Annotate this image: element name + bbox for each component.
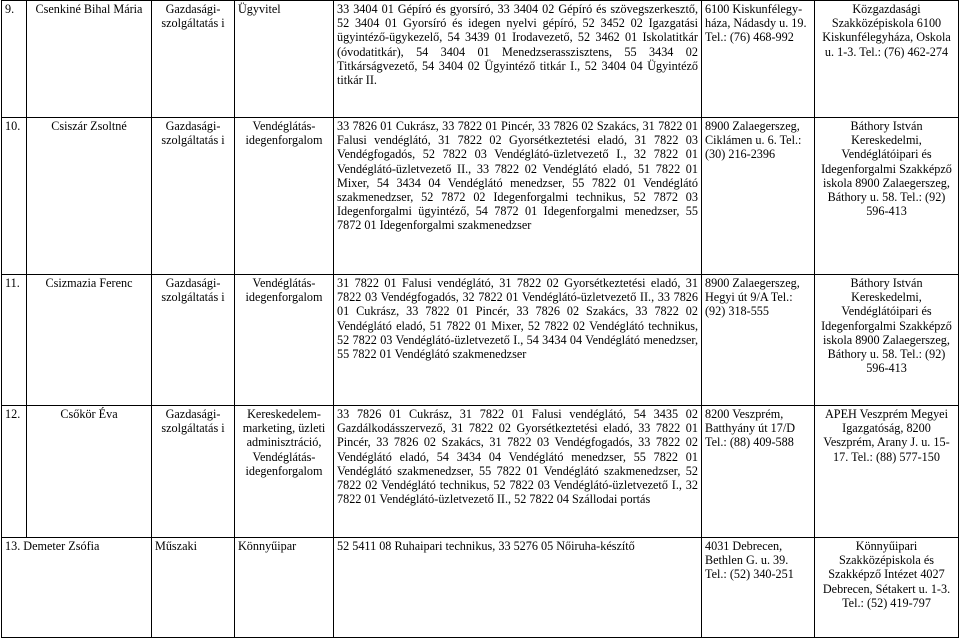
address: 8200 Veszprém, Batthyány út 17/D Tel.: (88) 409-588	[702, 406, 815, 538]
sector: Műszaki	[152, 538, 235, 638]
expert-name: Csőkör Éva	[27, 406, 152, 538]
address: 8900 Zalaegerszeg, Hegyi út 9/A Tel.: (92) 318-555	[702, 275, 815, 406]
table-row	[2, 118, 959, 275]
table-row	[2, 275, 959, 406]
address: 8900 Zalaegerszeg, Ciklámen u. 6. Tel.: (30) 216-2396	[702, 118, 815, 275]
school: Közgazdasági Szakközépiskola 6100 Kiskunfélegyháza, Oskola u. 1-3. Tel.: (76) 462-274	[815, 1, 959, 118]
school: Báthory István Kereskedelmi, Vendéglátóipari és Idegenforgalmi Szakképző iskola 8900 Zalaegerszeg, Báthory u. 58. Tel.: (92) 596-413	[815, 275, 959, 406]
specialty: Vendéglátás-idegenforgalom	[235, 118, 334, 275]
expert-name: Csizmazia Ferenc	[27, 275, 152, 406]
sector: Gazdasági-szolgáltatás i	[152, 118, 235, 275]
table-row	[2, 538, 959, 638]
table-row	[2, 1, 959, 118]
expert-name: Demeter Zsófia	[23, 539, 100, 553]
qualifications: 31 7822 01 Falusi vendéglátó, 31 7822 02 Gyorsétkeztetési eladó, 31 7822 03 Vendégfogadós, 32 7822 01 Vendéglátó-üzletvezető II., 33 7826 01 Cukrász, 33 7822 01 Pincér, 33 7826 02 Szakács, 33 7822 02 Vendéglátó eladó, 51 7822 01 Mixer, 52 7822 02 Vendéglátó technikus, 52 7822 03 Vendéglátó-üzletvezető I., 54 3434 04 Vendéglátó menedzser, 55 7822 01 Vendéglátó szakmenedzser	[334, 275, 702, 406]
school: Báthory István Kereskedelmi, Vendéglátóipari és Idegenforgalmi Szakképző iskola 8900 Zalaegerszeg, Báthory u. 58. Tel.: (92) 596-413	[815, 118, 959, 275]
school: Könnyűipari Szakközépiskola és Szakképző Intézet 4027 Debrecen, Sétakert u. 1-3. Tel.: (52) 419-797	[815, 538, 959, 638]
sector: Gazdasági-szolgáltatás i	[152, 406, 235, 538]
qualifications: 52 5411 08 Ruhaipari technikus, 33 5276 05 Nőiruha-készítő	[334, 538, 702, 638]
expert-name: Csiszár Zsoltné	[27, 118, 152, 275]
specialty: Könnyűipar	[235, 538, 334, 638]
row-number: 9.	[2, 1, 27, 118]
specialty: Vendéglátás-idegenforgalom	[235, 275, 334, 406]
row-number-and-name	[2, 538, 152, 638]
school: APEH Veszprém Megyei Igazgatóság, 8200 Veszprém, Arany J. u. 15-17. Tel.: (88) 577-150	[815, 406, 959, 538]
row-number: 12.	[2, 406, 27, 538]
row-number: 10.	[2, 118, 27, 275]
qualifications: 33 7826 01 Cukrász, 33 7822 01 Pincér, 33 7826 02 Szakács, 31 7822 01 Falusi vendéglátó, 31 7822 02 Gyorsétkeztetési eladó, 31 7822 03 Vendégfogadós, 52 7822 03 Vendéglátó-üzletvezető I., 32 7822 01 Vendéglátó-üzletvezető II., 33 7822 02 Vendéglátó eladó, 51 7822 01 Mixer, 54 3434 04 Vendéglátó menedzser, 55 7822 01 Vendéglátó szakmenedzser, 52 7872 02 Idegenforgalmi technikus, 52 7872 03 Idegenforgalmi ügyintéző, 54 7872 01 Idegenforgalmi menedzser, 55 7872 01 Idegenforgalmi szakmenedzser	[334, 118, 702, 275]
specialty: Kereskedelem-marketing, üzleti adminisztráció, Vendéglátás-idegenforgalom	[235, 406, 334, 538]
row-number: 13.	[5, 539, 21, 553]
qualifications: 33 7826 01 Cukrász, 31 7822 01 Falusi vendéglátó, 54 3435 02 Gazdálkodásszervező, 31 7822 02 Gyorsétkeztetési eladó, 33 7822 01 Pincér, 33 7826 02 Szakács, 31 7822 03 Vendégfogadós, 33 7822 02 Vendéglátó eladó, 54 3434 04 Vendéglátó menedzser, 55 7822 01 Vendéglátó szakmenedzser, 55 7822 01 Vendéglátó szakmenedzser, 52 7822 02 Vendéglátó technikus, 52 7822 03 Vendéglátó-üzletvezető I., 32 7822 01 Vendéglátó-üzletvezető II., 52 7822 04 Szállodai portás	[334, 406, 702, 538]
qualifications: 33 3404 01 Gépíró és gyorsíró, 33 3404 02 Gépíró és szövegszerkesztő, 52 3404 01 Gyorsíró és idegen nyelvi gépíró, 52 3452 02 Igazgatási ügyintéző-ügykezelő, 54 3439 01 Irodavezető, 52 3462 01 Iskolatitkár (óvodatitkár), 54 3404 01 Menedzserasszisztens, 55 3434 02 Titkárságvezető, 54 3404 02 Ügyintéző titkár I., 52 3404 04 Ügyintéző titkár II.	[334, 1, 702, 118]
address: 6100 Kiskunfélegy-háza, Nádasdy u. 19. Tel.: (76) 468-992	[702, 1, 815, 118]
expert-name: Csenkiné Bihal Mária	[27, 1, 152, 118]
table-row	[2, 406, 959, 538]
sector: Gazdasági-szolgáltatás i	[152, 1, 235, 118]
address: 4031 Debrecen, Bethlen G. u. 39. Tel.: (52) 340-251	[702, 538, 815, 638]
expert-register-table	[1, 0, 959, 638]
specialty: Ügyvitel	[235, 1, 334, 118]
sector: Gazdasági-szolgáltatás i	[152, 275, 235, 406]
row-number: 11.	[2, 275, 27, 406]
